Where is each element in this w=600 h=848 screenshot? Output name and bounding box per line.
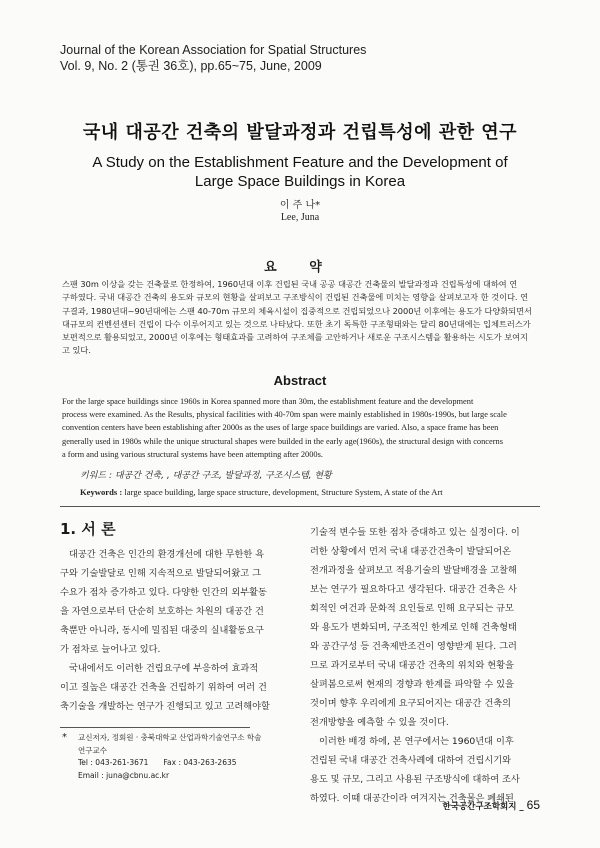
body-line: 가 점차로 늘어나고 있다. [60,644,161,655]
body-line: 보는 연구가 필요하다고 생각된다. 대공간 건축은 사 [310,584,517,595]
abstract-line: 고 있다. [62,345,91,356]
keywords-list: large space building, large space structure, development, Structure System, A state of the Art [124,487,443,497]
body-line: 국내에서도 이러한 건립요구에 부응하여 효과적 [69,663,259,674]
abstract-korean-heading: 요 약 [264,260,336,275]
journal-info [60,42,366,74]
footnote-line: 교신저자, 정회원 · 충북대학교 산업과학기술연구소 학술 [78,733,262,742]
body-line: 구와 기술발달로 인해 지속적으로 발달되어왔고 그 [60,568,261,579]
abstract-korean [62,278,538,358]
abstract-line: 보편적으로 활용되었고, 2000년 이후에는 형태효과를 고려하여 구조체를 고안하거나 새로운 구조시스템을 활용하는 시도가 보여지 [62,332,528,343]
author-english: Lee, Juna [280,212,320,223]
body-line: 이러한 배경 하에, 본 연구에서는 1960년대 이후 [319,736,514,747]
body-line: 을 자연으로부터 단순히 보호하는 차원의 대공간 건 [60,606,264,617]
body-line: 와 용도가 변화되며, 구조적인 한계로 인해 건축형태 [310,622,517,633]
body-line: 회적인 여건과 문화적 요인들로 인해 요구되는 규모 [310,603,514,614]
title-english-line: Large Space Buildings in Korea [194,173,406,190]
body-line: 살펴봄으로써 현재의 경향과 한계를 파악할 수 있을 [310,679,514,690]
body-line: 것이며 향후 우리에게 요구되어지는 대공간 건축의 [310,698,511,709]
title-korean: 국내 대공간 건축의 발달과정과 건립특성에 관한 연구 [82,122,518,143]
abstract-line: 대규모의 컨벤션센터 건립이 다수 이루어지고 있는 것으로 나타났다. 또한 초기 독특한 구조형태와는 달리 80년대에는 입체트러스가 [62,318,531,329]
footnote [60,732,261,782]
footnote-line: Email : juna@cbnu.ac.kr [78,770,170,780]
body-line: 용도 및 규모, 그리고 사용된 구조방식에 대하여 조사 [310,774,520,785]
body-line: 대공간 건축은 인간의 환경개선에 대한 무한한 욕 [69,549,265,560]
keywords-korean: 키워드 : 대공간 건축, , 대공간 구조, 발달과정, 구조시스템, 현황 [80,471,332,481]
page-number: 65 [526,798,540,812]
footnote-line: 연구교수 [78,745,107,755]
body-line: 전개방향을 예측할 수 있을 것이다. [310,717,449,728]
body-line: 와 공간구성 등 건축제반조건이 영향받게 된다. 그러 [310,641,517,652]
abstract-english [62,395,538,461]
abstract-line: For the large space buildings since 1960s in Korea spanned more than 30m, the establishment feature and the development [62,397,474,406]
abstract-line: generally used in 1980s while the unique structural shapes were builded in the early age(1960s), the structural design with concerns [62,436,503,446]
footer-separator: _ [519,802,524,812]
body-column-left [60,545,292,716]
abstract-line: a form and using various structural systems have been attempting after 2000s. [62,449,323,459]
abstract-english-heading: Abstract [273,373,327,388]
footnote-marker: * [62,732,67,743]
body-line: 하였다. 이때 대공간이라 여겨지는 건축물은 폐쇄된 [310,793,514,804]
abstract-line: process were examined. As the Results, physical facilities with 40-70m span were mainly established in 1980s-1990s, but large scale [62,410,507,420]
section-heading: 1. 서 론 [60,520,116,538]
journal-volume: Vol. 9, No. 2 (통권 36호), pp.65~75, June, 2009 [60,59,322,73]
body-line: 전개과정을 살펴보고 적용기술의 발달배경을 고찰해 [310,565,517,576]
body-line: 러한 상황에서 먼저 국내 대공간건축이 발달되어온 [310,546,511,557]
divider [60,506,540,507]
body-line: 수요가 점차 증가하고 있다. 다양한 인간의 외부활동 [60,587,267,598]
abstract-line: 구하였다. 국내 대공간 건축의 용도와 규모의 현황을 살펴보고 구조방식이 건립된 건축물에 미치는 영향을 살펴보고자 한 것이다. 연 [62,292,529,303]
body-line: 이고 질높은 대공간 건축을 건립하기 위하여 여러 건 [60,682,267,693]
abstract-line: 스팬 30m 이상을 갖는 건축물로 한정하여, 1960년대 이후 건립된 국내 공공 대공간 건축물의 발달과정과 건립특성에 대하여 연 [62,279,518,289]
body-line: 건립된 국내 대공간 건축사례에 대하여 건립시기와 [310,755,511,766]
abstract-line: 구결과, 1980년대~90년대에는 스팬 40-70m 규모의 체육시설이 집중적으로 건립되었으나 2000년 이후에는 용도가 다양화되면서 [62,305,532,316]
abstract-line: convention centers have been establishing after 2000s as the uses of large space buildings are varied. Also, a space frame has been [62,423,499,433]
keywords-label: Keywords : [80,487,123,497]
footnote-line: Tel : 043-261-3671 Fax : 043-263-2635 [78,758,237,767]
body-line: 축뿐만 아니라, 동시에 밀집된 대중의 실내활동요구 [60,625,264,636]
title-english-line: A Study on the Establishment Feature and the Development of [92,154,508,171]
body-line: 축기술을 개발하는 연구가 진행되고 있고 고려해야할 [60,701,270,712]
footer-journal: 한국공간구조학회지 [442,802,517,812]
body-line: 기술적 변수들 또한 점차 증대하고 있는 실정이다. 이 [310,527,520,538]
keywords-english [80,487,443,497]
body-line: 므로 과거로부터 국내 대공간 건축의 위치와 현황을 [310,660,514,671]
author-korean: 이 주 나* [279,200,321,211]
body-column-right [310,523,542,808]
title-english [80,153,520,191]
journal-name: Journal of the Korean Association for Spatial Structures [60,43,367,57]
page-footer [443,798,540,812]
footnote-divider [60,727,250,728]
